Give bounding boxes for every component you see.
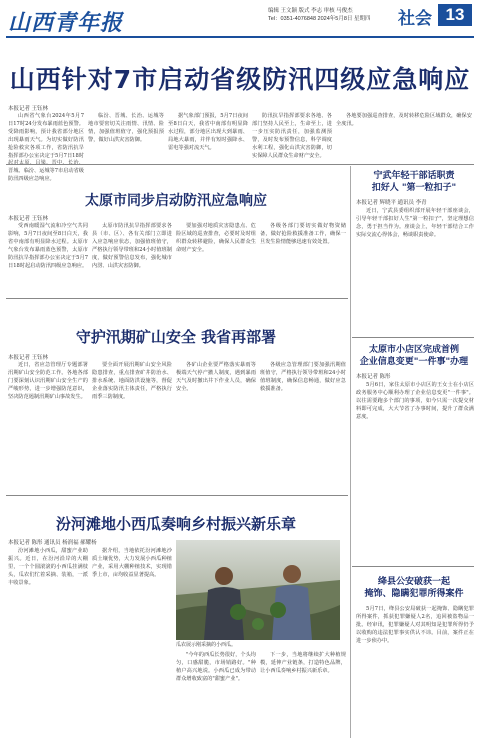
article-headline: 汾河滩地小西瓜奏响乡村振兴新乐章 — [55, 515, 296, 533]
divider — [6, 164, 474, 165]
article-paragraph: 各级应急管理部门要加强汛期值班值守，严格执行领导带班和24小时值班制度，确保信息畅通，做好应急救援准备。 — [260, 362, 346, 392]
side-column — [356, 382, 474, 562]
article-paragraph: 近日，省应急管理厅专题部署汛期矿山安全防范工作。各地各部门要深刻认识汛期矿山安全生产的严峻形势，进一步增强防范意识，坚决防范遏制汛期矿山事故发生。 — [8, 362, 88, 400]
divider — [6, 298, 348, 299]
side-headline-line2: 扣好人 "第一粒扣子" — [371, 183, 457, 193]
article-paragraph: 各矿山企业要严格落实暴雨等极端天气停产撤人制度，遇到暴雨天气及时撤出井下作业人员，确保安全。 — [176, 362, 256, 392]
side-column — [356, 208, 474, 334]
lead-column-4 — [252, 113, 332, 161]
lead-column-3 — [168, 113, 248, 161]
article-paragraph: 要全面开展汛期矿山安全风险隐患排查，重点排查矿井防治水、排水系统、地面防洪设施等，督促企业落实防汛主体责任，严格执行雨季三防制度。 — [92, 362, 172, 400]
side-headline-line2: 掩饰、隐瞒犯罪所得案件 — [364, 589, 464, 599]
side-paragraph: 5月7日，绛县公安局破获一起掩饰、隐瞒犯罪所得案件，抓获犯罪嫌疑人2名，追回被盗物品一批。经审讯，犯罪嫌疑人对其明知是犯罪所得仍予以收购的违法犯罪事实供认不讳。目前，案件正在进一步侦办中。 — [356, 606, 474, 644]
side-headline-line2: 企业信息变更"一件事"办理 — [359, 357, 469, 367]
article-column — [8, 223, 88, 293]
side-byline: 本报记者 辉晓平 通讯员 李青 — [356, 200, 427, 206]
article-column — [260, 652, 346, 738]
header-meta — [268, 7, 400, 23]
lead-column-5 — [336, 113, 472, 161]
side-byline: 本报记者 陈彤 — [356, 374, 391, 380]
article-column — [260, 223, 346, 293]
article-column — [176, 223, 256, 293]
side-column — [356, 606, 474, 738]
article-paragraph: 受西南暖湿气流和冷空气共同影响，5月7日夜间至8日白天，我省中南部有明显降水过程。太原市气象台发布暴雨蓝色预警，太原市防汛抗旱指挥部办公室决定于5月7日18时起启动防汛四级应急响应。 — [8, 223, 88, 269]
side-headline — [354, 576, 474, 600]
divider — [352, 566, 474, 567]
farmers-with-watermelons-image — [176, 540, 340, 640]
header-date: Tel：0351-4076848 2024年5月8日 星期四 — [268, 16, 371, 22]
lead-paragraph: 临汾、晋城、长治、运城等地市要密切关注雨情、汛情、险情，加强值班值守，强化预报预警，做好山洪灾害防御。 — [88, 113, 164, 143]
article-byline: 本报记者 陈彤 通讯员 杨润福 郝耀杨 — [8, 540, 97, 546]
lead-column-2 — [88, 113, 164, 161]
side-headline — [354, 170, 474, 194]
side-headline-line1: 太原市小店区完成首例 — [368, 345, 459, 355]
divider — [352, 337, 474, 338]
article-column — [92, 548, 172, 738]
lead-headline: 山西针对7市启动省级防汛四级应急响应 — [9, 65, 471, 94]
article-column — [176, 652, 256, 738]
article-headline: 太原市同步启动防汛应急响应 — [85, 193, 267, 209]
article-column — [8, 362, 88, 492]
article-paragraph: "今年的西瓜长势很好，个头均匀，口感甜脆，市场销路好。"种植户高兴地说。小西瓜已成为带动群众增收致富的"甜蜜产业"。 — [176, 652, 256, 682]
article-byline: 本报记者 王钰林 — [8, 216, 49, 222]
page-number: 13 — [438, 4, 472, 26]
farmers-photo — [176, 540, 340, 640]
lead-column-1 — [8, 113, 84, 183]
side-headline-line1: 绛县公安破获一起 — [377, 577, 450, 587]
side-headline-line1: 宁武年轻干部话职责 — [373, 171, 455, 181]
header-editors: 编辑 王文颖 版式 李志 审核 马俊杰 — [268, 8, 353, 14]
divider — [6, 495, 348, 496]
side-paragraph: 5月6日，家住太原市小店区的王女士在小店区政务服务中心顺利办理了企业信息变更"一件事"。以往需要跑多个部门的事项，如今只需一次提交材料即可完成，大大节省了办事时间，提升了群众满意度。 — [356, 382, 474, 420]
article-column — [260, 362, 346, 492]
article-paragraph: 据介绍，当地依托汾河滩地沙质土壤优势，大力发展小西瓜种植产业，采用大棚种植技术，实现错季上市，亩均收益显著提高。 — [92, 548, 172, 578]
article-paragraph: 下一步，当地将继续扩大种植规模，延伸产业链条，打造特色品牌，让小西瓜奏响乡村振兴新乐章。 — [260, 652, 346, 674]
article-paragraph: 太原市防汛抗旱指挥部要求各县（市、区）、各有关部门立即进入应急响应状态，加强值班值守，严格执行领导带班和24小时值班制度，做好预警信息发布，强化城市内涝、山洪灾害防御。 — [92, 223, 172, 269]
article-column — [8, 548, 88, 738]
header-rule — [6, 36, 474, 38]
lead-paragraph: 山西省气象台2024年5月7日17时24分发布暴雨蓝色预警。受降雨影响，预计我省部分地区出现暴雨天气。为切实做好防汛抢险救灾各项工作，省防汛抗旱指挥部办公室决定于5月7日18时 晋城、临汾、运城等7市启动省级防汛四级应急响应。 — [8, 113, 84, 183]
lead-paragraph: 各地要加强巡查排查，及时转移危险区域群众，确保安全度汛。 — [336, 113, 472, 127]
lead-byline: 本报记者 王钰林 — [8, 106, 49, 112]
article-column — [176, 362, 256, 492]
article-headline: 守护汛期矿山安全 我省再部署 — [75, 328, 277, 346]
side-headline — [354, 344, 474, 368]
article-column — [92, 362, 172, 492]
article-paragraph: 汾河滩地小西瓜，甜蜜产业助振兴。近日，在汾河沿岸的大棚里，一个个圆滚滚的小西瓜挂满枝头，瓜农们忙着采摘、装箱，一派丰收景象。 — [8, 548, 88, 586]
photo-caption: 瓜农展示刚采摘的小西瓜。 — [176, 642, 237, 648]
section-label: 社会 — [398, 9, 432, 28]
newspaper-logo: 山西青年报 — [8, 10, 124, 36]
lead-paragraph: 防汛抗旱指挥部要求各地、各部门坚持人民至上，生命至上，进一步压实防汛责任，加强监测预警，及时发布预警信息，科学调度水利工程，强化山洪灾害防御，切实保障人民群众生命财产安全。 — [252, 113, 332, 159]
article-column — [92, 223, 172, 293]
article-paragraph: 各级各部门要切实做好物资储备，做好抢险救援准备工作，确保一旦发生险情能够迅速有效处置。 — [260, 223, 346, 245]
article-byline: 本报记者 王钰林 — [8, 355, 49, 361]
side-paragraph: 近日，宁武县委组织部开展年轻干部座谈会，引导年轻干部扣好人生"第一粒扣子"，坚定理想信念，勇于担当作为。座谈会上，年轻干部结合工作实际交流心得体会，畅谈职责使命。 — [356, 208, 474, 238]
column-divider — [350, 166, 351, 738]
lead-paragraph: 据气象部门预报，5月7日夜间至8日白天，我省中南部有明显降水过程，部分地区出现大到暴雨、局地大暴雨，并伴有短时强降水、雷电等强对流天气。 — [168, 113, 248, 151]
masthead — [0, 0, 480, 48]
article-paragraph: 要加强对地质灾害隐患点、危险区域的巡查排查，必要时及时组织群众转移避险，确保人民群众生命财产安全。 — [176, 223, 256, 253]
